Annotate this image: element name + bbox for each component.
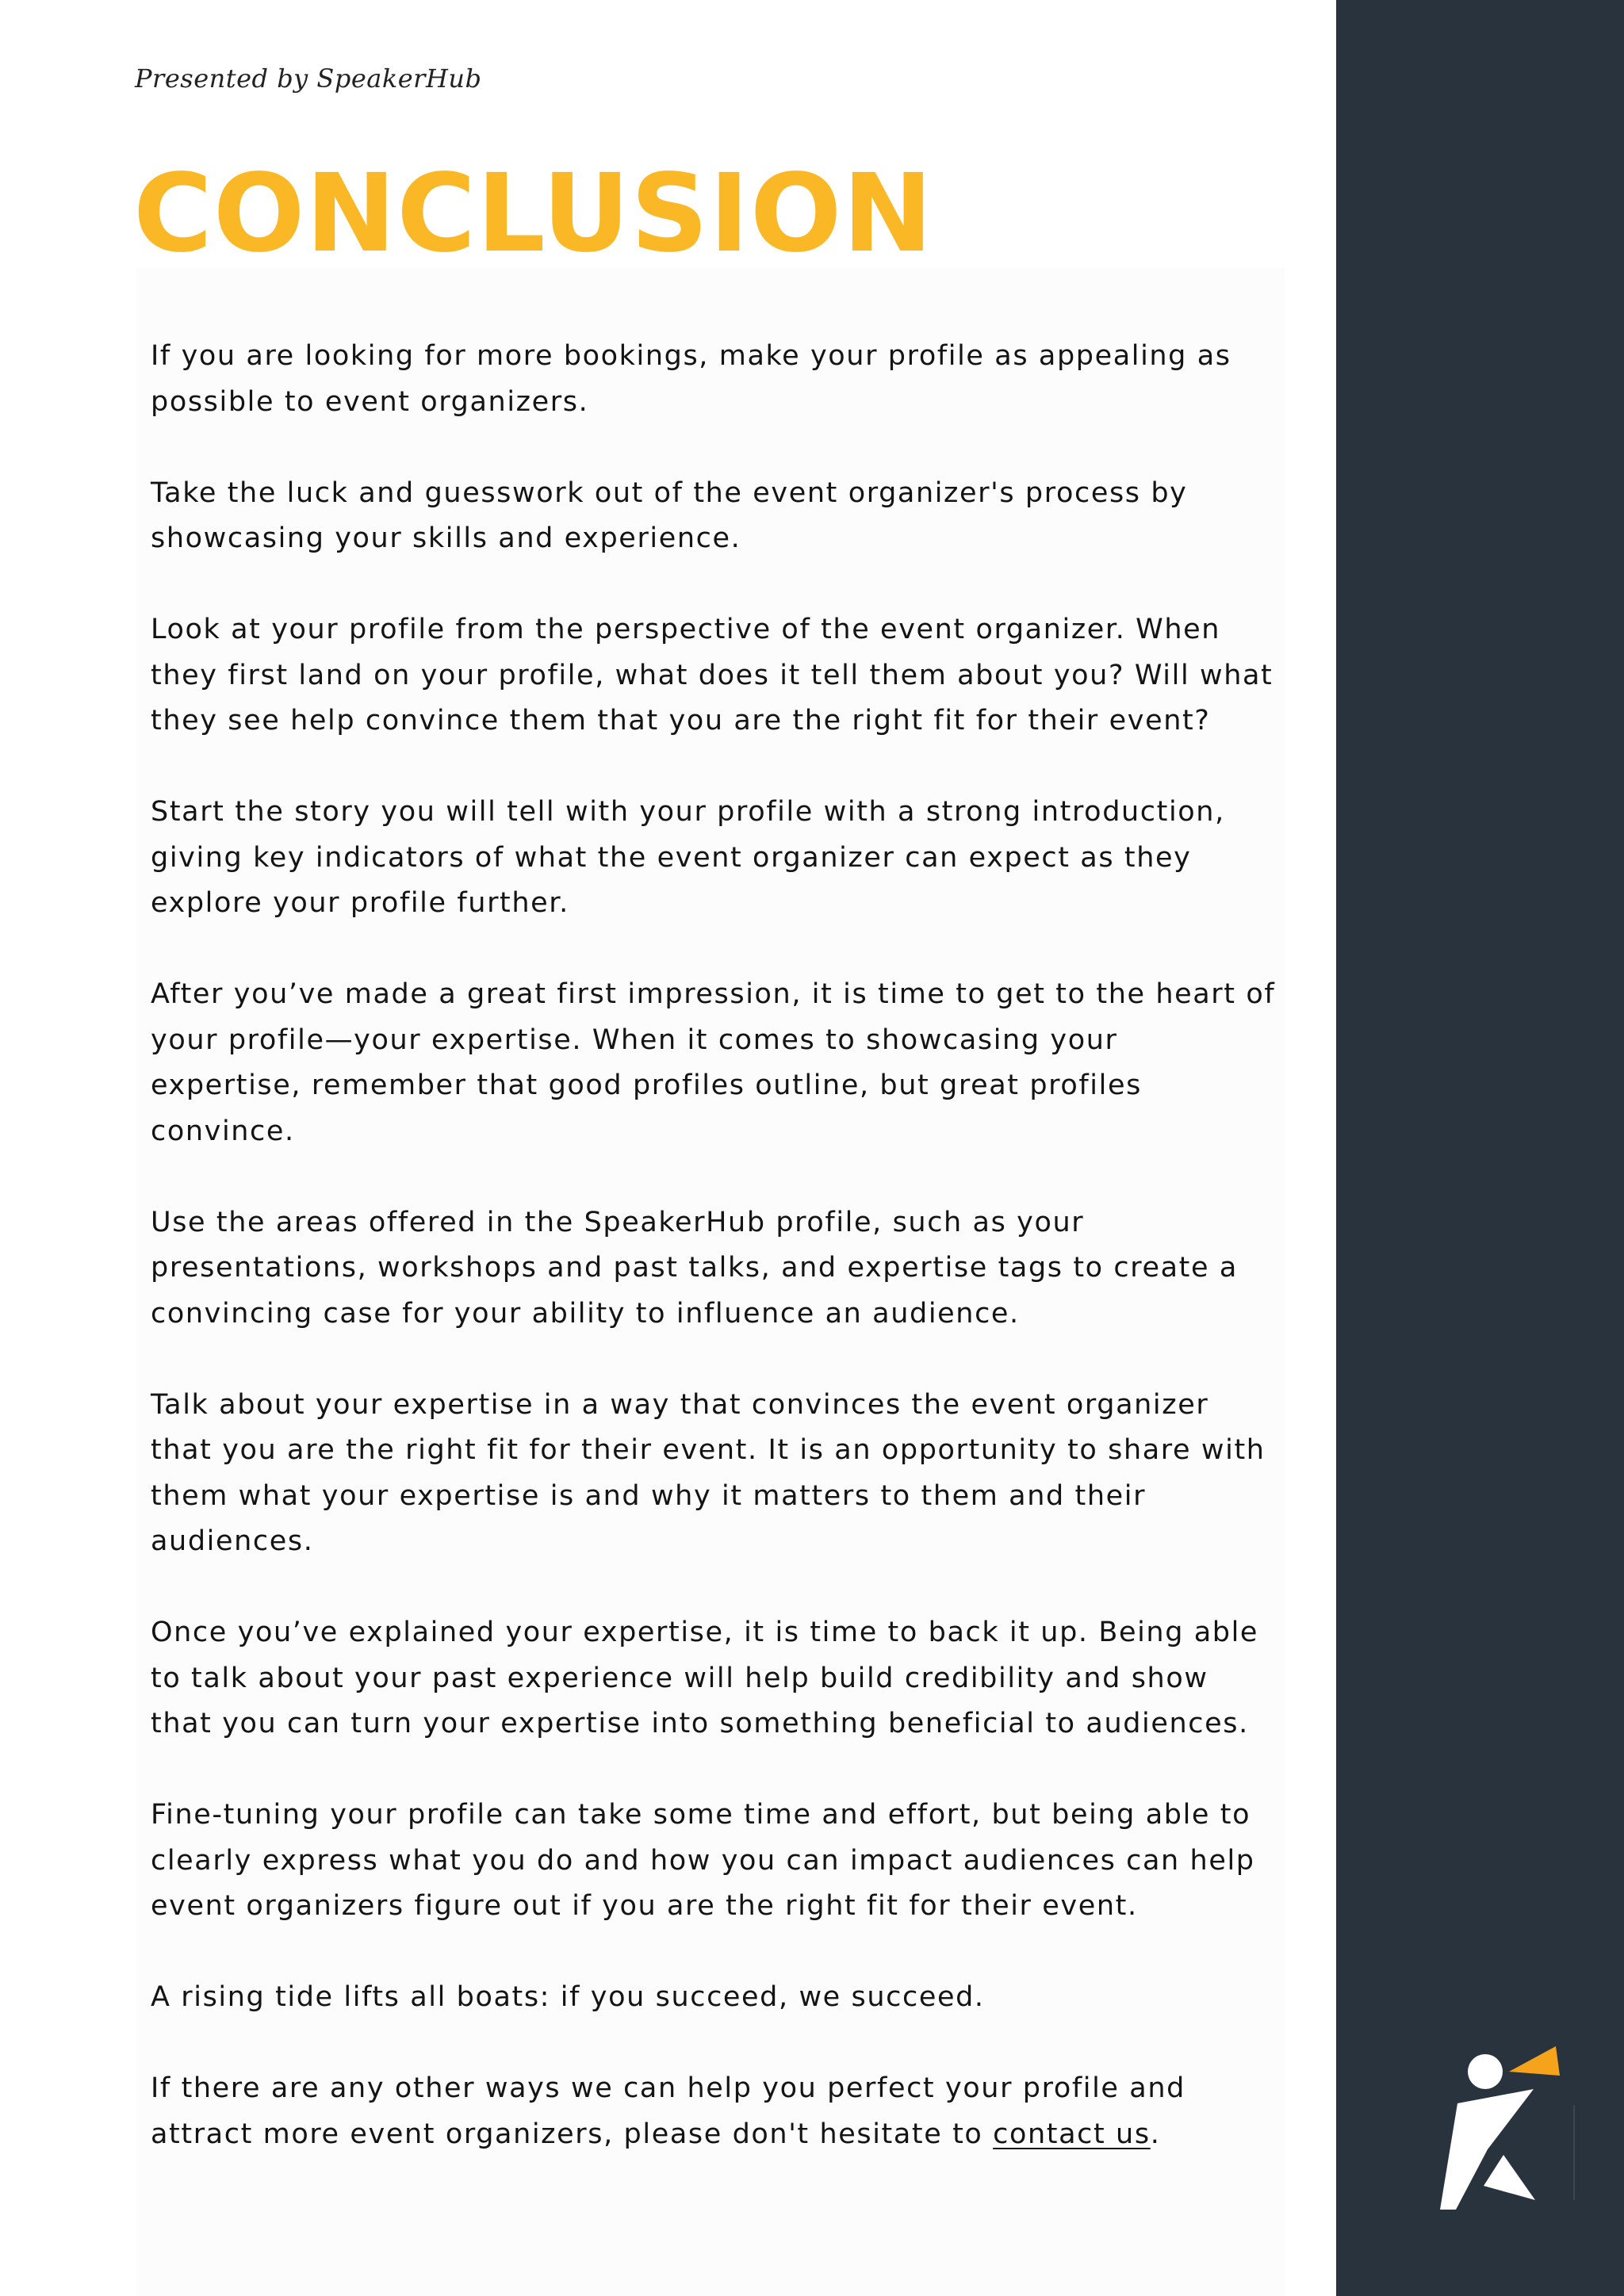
logo-foot-shape (1484, 2155, 1535, 2200)
paragraph: Look at your profile from the perspective of the event organizer. When they first land on your profile, what does it tell them about you? Will what they see help convince them that you are the right fit for their event? (151, 614, 1274, 737)
paragraph: Talk about your expertise in a way that convinces the event organizer that you are the right fit for their event. It is an opportunity to share with them what your expertise is and why it matters to them and their audiences. (151, 1388, 1266, 1557)
paragraph: Fine-tuning your profile can take some time and effort, but being able to clearly express what you do and how you can impact audiences can help event organizers figure out if you are the right fit for their event. (151, 1799, 1255, 1922)
closing-punctuation: . (1150, 2118, 1161, 2150)
contact-us-link[interactable]: contact us (993, 2118, 1151, 2150)
logo-beak-shape (1509, 2046, 1560, 2076)
logo-head-shape (1468, 2054, 1503, 2089)
page-title: CONCLUSION (133, 151, 934, 277)
paragraph: Take the luck and guesswork out of the event organizer's process by showcasing your skills and experience. (151, 476, 1188, 554)
paragraph: After you’ve made a great first impression, it is time to get to the heart of your profile—your expertise. When it comes to showcasing your expertise, remember that good profiles outline, but great profiles convince. (151, 978, 1276, 1147)
presenter-credit: Presented by SpeakerHub (135, 63, 482, 94)
closing-paragraph (151, 2066, 1277, 2157)
paragraph: Start the story you will tell with your profile with a strong introduction, giving key indicators of what the event organizer can expect as they explore your profile further. (151, 796, 1225, 919)
body-text (151, 334, 1277, 2203)
paragraph: Use the areas offered in the SpeakerHub profile, such as your presentations, workshops and past talks, and expertise tags to create a convincing case for your ability to influence an audience. (151, 1206, 1238, 1330)
paragraph: If you are looking for more bookings, make your profile as appealing as possible to event organizers. (151, 340, 1231, 418)
logo-edge-line (1573, 2105, 1575, 2200)
closing-text: If there are any other ways we can help you perfect your profile and attract more event organizers, please don't hesitate to (151, 2072, 1185, 2150)
sidebar (1336, 0, 1624, 2296)
paragraph: A rising tide lifts all boats: if you succeed, we succeed. (151, 1981, 985, 2013)
speakerhub-logo-icon (1427, 2042, 1586, 2220)
paragraph: Once you’ve explained your expertise, it is time to back it up. Being able to talk about your past experience will help build credibility and show that you can turn your expertise into something beneficial to audiences. (151, 1617, 1259, 1739)
